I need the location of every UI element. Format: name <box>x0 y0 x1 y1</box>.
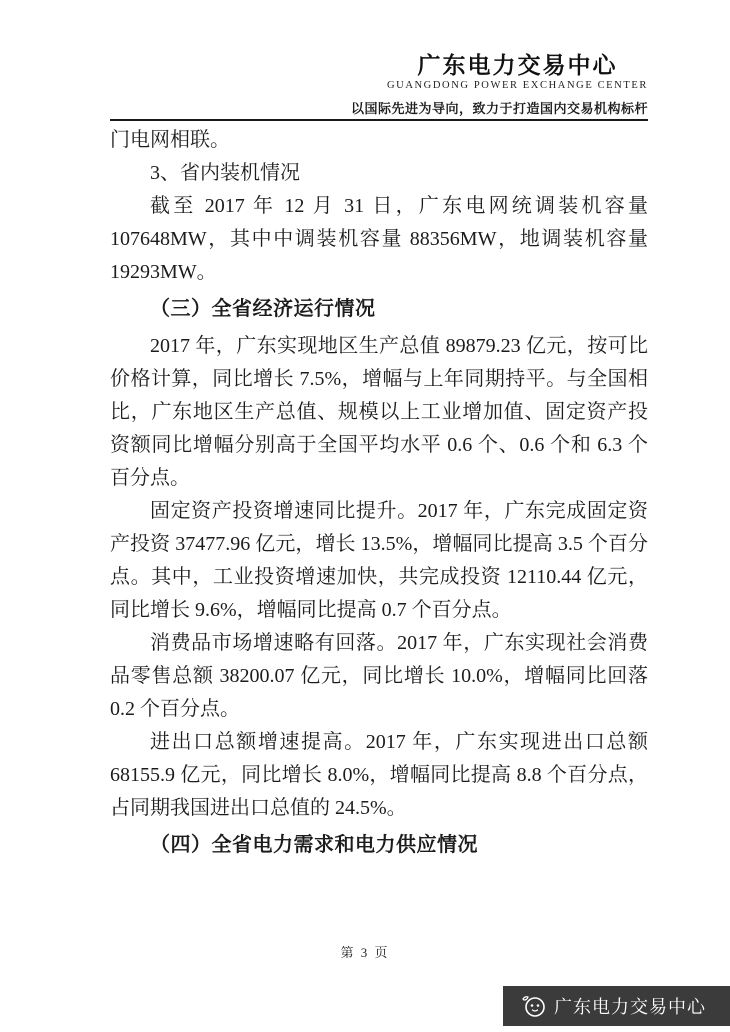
watermark-text: 广东电力交易中心 <box>554 997 706 1017</box>
paragraph-gdp: 2017 年，广东实现地区生产总值 89879.23 亿元，按可比价格计算，同比增长 7.5%，增幅与上年同期持平。与全国相比，广东地区生产总值、规模以上工业增加值、固定资产投资额同比增幅分别高于全国平均水平 0.6 个、0.6 个和 6.3 个百分点。 <box>110 335 648 489</box>
page-number: 第 3 页 <box>340 945 390 960</box>
paragraph-import-export: 进出口总额增速提高。2017 年，广东实现进出口总额 68155.9 亿元，同比增长 8.0%，增幅同比提高 8.8 个百分点，占同期我国进出口总值的 24.5%。 <box>110 731 648 819</box>
subheading-installed-capacity: 3、省内装机情况 <box>150 162 300 184</box>
paragraph-installed-capacity: 截至 2017 年 12 月 31 日，广东电网统调装机容量 107648MW，其中中调装机容量 88356MW，地调装机容量 19293MW。 <box>110 195 648 283</box>
section-heading-power-supply: （四）全省电力需求和电力供应情况 <box>150 834 478 856</box>
org-name-english: GUANGDONG POWER EXCHANGE CENTER <box>386 80 648 92</box>
exchange-logo-icon <box>521 993 547 1019</box>
org-name-chinese: 广东电力交易中心 <box>417 52 618 78</box>
paragraph-continuation: 门电网相联。 <box>110 129 230 151</box>
letterhead-tagline: 以国际先进为导向，致力于打造国内交易机构标杆 <box>350 101 648 117</box>
watermark-bar <box>503 986 730 1026</box>
section-heading-economy: （三）全省经济运行情况 <box>150 298 376 320</box>
document-body <box>110 124 648 866</box>
brand-block <box>387 52 648 91</box>
letterhead <box>110 0 648 121</box>
paragraph-fixed-asset-investment: 固定资产投资增速同比提升。2017 年，广东完成固定资产投资 37477.96 亿元，增长 13.5%，增幅同比提高 3.5 个百分点。其中，工业投资增速加快，共完成投资 12110.44 亿元，同比增长 9.6%，增幅同比提高 0.7 个百分点。 <box>110 500 648 621</box>
paragraph-consumer-market: 消费品市场增速略有回落。2017 年，广东实现社会消费品零售总额 38200.07 亿元，同比增长 10.0%，增幅同比回落 0.2 个百分点。 <box>110 632 648 720</box>
